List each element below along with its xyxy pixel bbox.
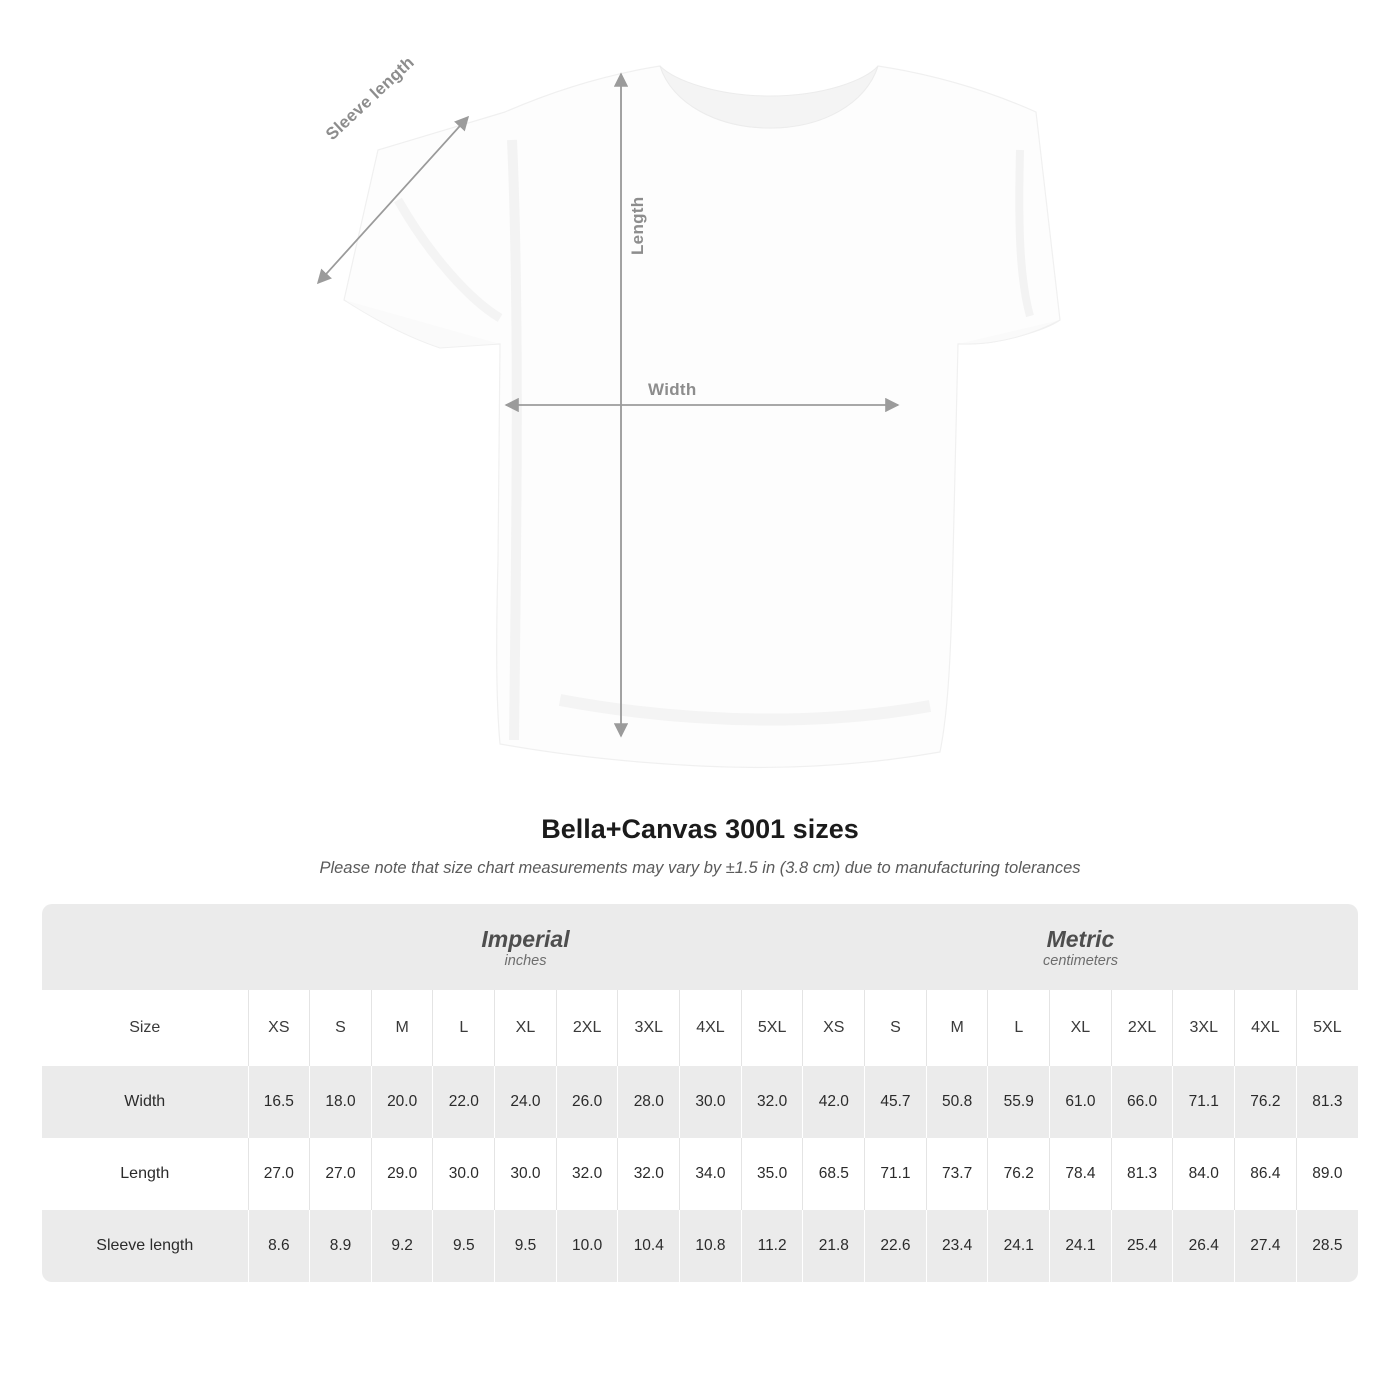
measurement-cell: 18.0 [310, 1066, 372, 1138]
size-column-header: M [926, 990, 988, 1066]
measurement-cell: 66.0 [1111, 1066, 1173, 1138]
unit-group-metric [803, 904, 1358, 990]
size-column-header: 5XL [1296, 990, 1358, 1066]
measurement-row-label: Length [42, 1138, 248, 1210]
measurement-row-label: Sleeve length [42, 1210, 248, 1282]
measurement-cell: 78.4 [1050, 1138, 1112, 1210]
measurement-cell: 35.0 [741, 1138, 803, 1210]
measurement-cell: 8.6 [248, 1210, 310, 1282]
measurement-cell: 16.5 [248, 1066, 310, 1138]
size-column-header: M [371, 990, 433, 1066]
measurement-cell: 26.0 [556, 1066, 618, 1138]
measurement-cell: 61.0 [1050, 1066, 1112, 1138]
measurement-cell: 32.0 [741, 1066, 803, 1138]
size-column-header: 2XL [556, 990, 618, 1066]
measurement-cell: 71.1 [1173, 1066, 1235, 1138]
measurement-cell: 32.0 [556, 1138, 618, 1210]
measurement-cell: 30.0 [495, 1138, 557, 1210]
measurement-cell: 24.1 [988, 1210, 1050, 1282]
table-corner-cell [42, 904, 248, 990]
size-column-header: 3XL [618, 990, 680, 1066]
sleeve-length-label: Sleeve length [322, 52, 418, 144]
unit-header-row [42, 904, 1358, 990]
measurement-cell: 9.2 [371, 1210, 433, 1282]
measurement-cell: 25.4 [1111, 1210, 1173, 1282]
measurement-cell: 22.0 [433, 1066, 495, 1138]
measurement-cell: 76.2 [988, 1138, 1050, 1210]
size-column-header: S [865, 990, 927, 1066]
measurement-cell: 73.7 [926, 1138, 988, 1210]
measurement-cell: 28.5 [1296, 1210, 1358, 1282]
measurement-cell: 55.9 [988, 1066, 1050, 1138]
measurement-cell: 34.0 [680, 1138, 742, 1210]
size-column-header: XL [1050, 990, 1112, 1066]
measurement-cell: 23.4 [926, 1210, 988, 1282]
size-chart-table [42, 904, 1358, 1282]
measurement-cell: 21.8 [803, 1210, 865, 1282]
measurement-cell: 30.0 [433, 1138, 495, 1210]
measurement-cell: 45.7 [865, 1066, 927, 1138]
measurement-row-label: Width [42, 1066, 248, 1138]
measurement-cell: 86.4 [1235, 1138, 1297, 1210]
measurement-cell: 89.0 [1296, 1138, 1358, 1210]
measurement-cell: 27.0 [248, 1138, 310, 1210]
measurement-cell: 9.5 [495, 1210, 557, 1282]
unit-group-metric-sub: centimeters [1043, 953, 1118, 970]
measurement-cell: 10.8 [680, 1210, 742, 1282]
measurement-cell: 76.2 [1235, 1066, 1297, 1138]
measurement-cell: 84.0 [1173, 1138, 1235, 1210]
unit-group-imperial [248, 904, 803, 990]
measurement-cell: 10.0 [556, 1210, 618, 1282]
measurement-cell: 11.2 [741, 1210, 803, 1282]
title-block [0, 814, 1400, 878]
size-column-header: XL [495, 990, 557, 1066]
measurement-cell: 42.0 [803, 1066, 865, 1138]
size-chart-table-wrapper [42, 904, 1358, 1282]
table-row [42, 1066, 1358, 1138]
tolerance-note: Please note that size chart measurements may vary by ±1.5 in (3.8 cm) due to manufacturing tolerances [319, 859, 1081, 877]
measurement-cell: 24.1 [1050, 1210, 1112, 1282]
measurement-cell: 8.9 [310, 1210, 372, 1282]
measurement-cell: 24.0 [495, 1066, 557, 1138]
size-column-header: L [433, 990, 495, 1066]
size-column-header: 4XL [1235, 990, 1297, 1066]
measurement-cell: 29.0 [371, 1138, 433, 1210]
size-chart-body [42, 1066, 1358, 1282]
measurement-cell: 32.0 [618, 1138, 680, 1210]
table-row [42, 1210, 1358, 1282]
size-column-header: 2XL [1111, 990, 1173, 1066]
measurement-cell: 81.3 [1296, 1066, 1358, 1138]
measurement-cell: 28.0 [618, 1066, 680, 1138]
size-column-header: 4XL [680, 990, 742, 1066]
measurement-cell: 50.8 [926, 1066, 988, 1138]
size-column-header: XS [803, 990, 865, 1066]
size-column-header: S [310, 990, 372, 1066]
size-header-label: Size [42, 990, 248, 1066]
measurement-cell: 20.0 [371, 1066, 433, 1138]
page-title: Bella+Canvas 3001 sizes [541, 814, 859, 844]
table-row [42, 1138, 1358, 1210]
measurement-cell: 81.3 [1111, 1138, 1173, 1210]
size-column-header: XS [248, 990, 310, 1066]
unit-group-imperial-name: Imperial [481, 925, 570, 952]
length-label: Length [628, 196, 647, 255]
size-column-header: 5XL [741, 990, 803, 1066]
measurement-cell: 68.5 [803, 1138, 865, 1210]
measurement-cell: 9.5 [433, 1210, 495, 1282]
measurement-cell: 30.0 [680, 1066, 742, 1138]
measurement-cell: 26.4 [1173, 1210, 1235, 1282]
measurement-cell: 27.4 [1235, 1210, 1297, 1282]
size-column-header: L [988, 990, 1050, 1066]
width-label: Width [648, 380, 697, 399]
measurement-cell: 22.6 [865, 1210, 927, 1282]
unit-group-metric-name: Metric [1046, 925, 1115, 952]
unit-group-imperial-sub: inches [504, 953, 547, 970]
size-column-header: 3XL [1173, 990, 1235, 1066]
measurement-cell: 71.1 [865, 1138, 927, 1210]
measurement-cell: 10.4 [618, 1210, 680, 1282]
measurement-cell: 27.0 [310, 1138, 372, 1210]
size-header-row [42, 990, 1358, 1066]
